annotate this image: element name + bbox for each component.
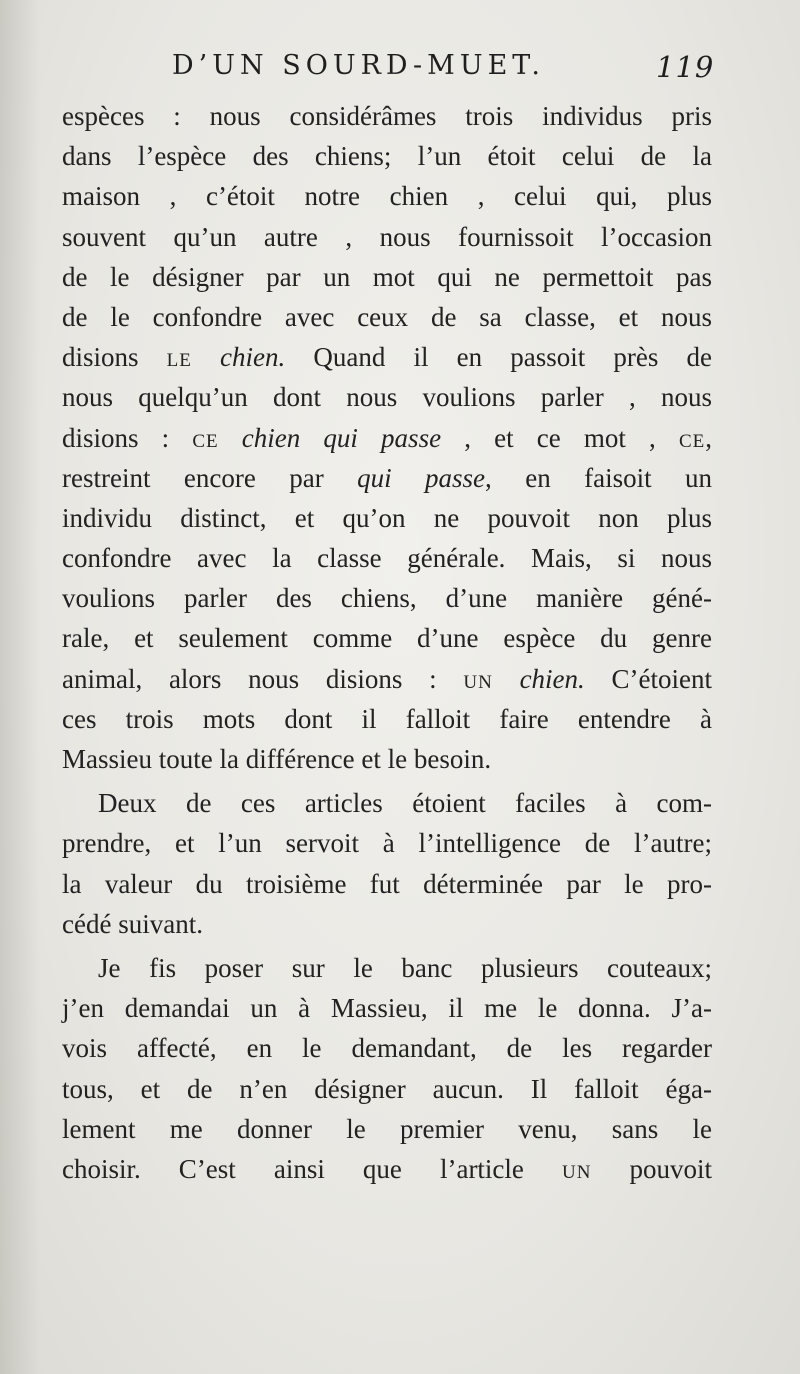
text-run: , bbox=[705, 422, 712, 453]
text-line bbox=[62, 217, 712, 257]
text-line bbox=[62, 1109, 712, 1149]
text-line bbox=[62, 659, 712, 699]
text-run: disions : bbox=[62, 422, 193, 453]
text-line bbox=[62, 948, 712, 988]
text-run: animal, alors nous disions : bbox=[62, 663, 464, 694]
text-run: souvent qu’un autre , nous fournissoit l’occasion bbox=[62, 221, 712, 252]
text-run: de le désigner par un mot qui ne permettoit pas bbox=[62, 261, 712, 292]
text-run: prendre, et l’un servoit à l’intelligence de l’autre; bbox=[62, 828, 712, 859]
text-run: espèces : nous considérâmes trois individus pris bbox=[62, 101, 712, 131]
text-run: restreint encore par bbox=[62, 462, 358, 493]
text-run: voulions parler des chiens, d’une manière géné- bbox=[62, 583, 712, 614]
page-header bbox=[0, 48, 800, 88]
text-line bbox=[62, 458, 712, 498]
text-run: la valeur du troisième fut déterminée par le pro- bbox=[62, 868, 712, 899]
text-run: , en faisoit un bbox=[485, 462, 712, 493]
text-line bbox=[62, 699, 712, 739]
text-line bbox=[62, 377, 712, 417]
text-run: Je fis poser sur le banc plusieurs couteaux; bbox=[98, 952, 712, 983]
text-run: de le confondre avec ceux de sa classe, et nous bbox=[62, 301, 712, 332]
text-run: nous quelqu’un dont nous voulions parler , nous bbox=[62, 382, 712, 413]
small-caps-word: le bbox=[166, 342, 192, 373]
text-run: choisir. C’est ainsi que l’article bbox=[62, 1153, 562, 1184]
text-line bbox=[62, 578, 712, 618]
text-run: maison , c’étoit notre chien , celui qui, plus bbox=[62, 181, 712, 212]
text-run: ces trois mots dont il falloit faire entendre à bbox=[62, 703, 712, 734]
italic-phrase: chien. bbox=[220, 342, 286, 373]
text-line bbox=[62, 618, 712, 658]
text-run: Deux de ces articles étoient faciles à com- bbox=[98, 788, 712, 819]
text-run: Quand il en passoit près de bbox=[285, 342, 712, 373]
italic-phrase: qui passe bbox=[357, 462, 486, 493]
text-line bbox=[62, 418, 712, 458]
text-run: tous, et de n’en désigner aucun. Il falloit éga- bbox=[62, 1073, 712, 1104]
small-caps-word: un bbox=[463, 663, 493, 694]
text-line bbox=[62, 176, 712, 216]
paragraph bbox=[62, 783, 712, 944]
text-run: cédé suivant. bbox=[62, 908, 203, 939]
text-run bbox=[219, 423, 242, 453]
text-line bbox=[62, 783, 712, 823]
text-line bbox=[62, 988, 712, 1028]
text-line bbox=[62, 297, 712, 337]
text-line bbox=[62, 337, 712, 377]
text-run bbox=[493, 664, 520, 694]
text-run: confondre avec la classe générale. Mais, si nous bbox=[62, 543, 712, 574]
gutter-shadow bbox=[0, 0, 40, 1374]
text-line bbox=[62, 1028, 712, 1068]
text-line bbox=[62, 96, 712, 136]
italic-phrase: chien qui passe bbox=[241, 422, 442, 453]
body-text bbox=[62, 96, 712, 1189]
text-run: vois affecté, en le demandant, de les regarder bbox=[62, 1033, 712, 1064]
running-head: D’UN SOURD-MUET. bbox=[172, 50, 545, 81]
text-line bbox=[62, 136, 712, 176]
text-run: Massieu toute la différence et le besoin. bbox=[62, 744, 492, 774]
text-run: dans l’espèce des chiens; l’un étoit celui de la bbox=[62, 141, 712, 172]
text-run: C’étoient bbox=[584, 663, 712, 694]
text-line bbox=[62, 823, 712, 863]
text-line bbox=[62, 257, 712, 297]
text-run: , et ce mot , bbox=[441, 422, 679, 453]
text-run: disions bbox=[62, 342, 167, 373]
paragraph bbox=[62, 96, 712, 779]
paragraph bbox=[62, 948, 712, 1189]
small-caps-word: ce bbox=[192, 422, 219, 453]
small-caps-word: un bbox=[561, 1153, 592, 1184]
text-line bbox=[62, 1149, 712, 1189]
text-line bbox=[62, 538, 712, 578]
italic-phrase: chien. bbox=[519, 663, 585, 694]
text-run: rale, et seulement comme d’une espèce du genre bbox=[62, 623, 712, 654]
page-number: 119 bbox=[656, 50, 715, 84]
text-run: j’en demandai un à Massieu, il me le donna. J’a- bbox=[62, 993, 712, 1024]
text-line bbox=[62, 1069, 712, 1109]
text-line bbox=[62, 739, 712, 779]
text-run: pouvoit bbox=[591, 1153, 712, 1184]
text-line bbox=[62, 498, 712, 538]
text-line bbox=[62, 864, 712, 904]
text-run bbox=[192, 342, 220, 372]
text-run: lement me donner le premier venu, sans le bbox=[62, 1113, 712, 1144]
small-caps-word: ce bbox=[678, 422, 706, 453]
text-run: individu distinct, et qu’on ne pouvoit non plus bbox=[62, 502, 712, 533]
text-line bbox=[62, 904, 712, 944]
